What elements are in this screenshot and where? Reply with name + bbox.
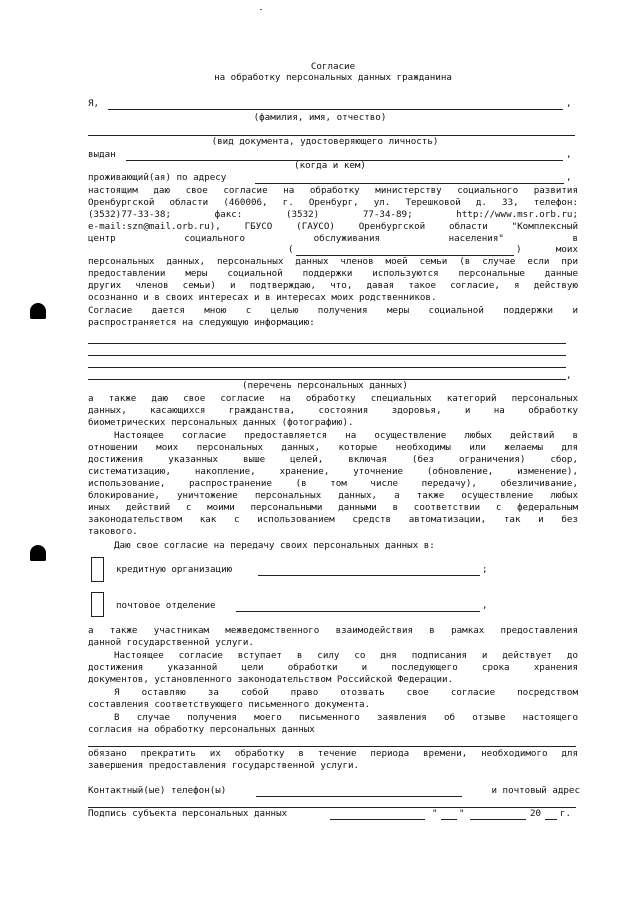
scan-speck [260, 9, 262, 10]
credit-org-label: кредитную организацию [116, 564, 233, 575]
fio-caption: (фамилия, имя, отчество) [253, 112, 387, 123]
binder-hole-bottom [30, 545, 46, 561]
obligation-line: обязано прекратить их обработку в течение периода времени, необходимого для [88, 748, 578, 759]
doc-title: Согласие [310, 61, 356, 72]
special-line: данных, касающихся гражданства, состояния здоровья, и на обработку [88, 405, 578, 416]
post-office-checkbox[interactable] [91, 592, 104, 617]
data-list-line-1[interactable] [88, 343, 566, 344]
address-label: и почтовый адрес [491, 785, 580, 796]
actions-line: блокирование, уничтожение персональных данных, а также осуществление любых [88, 490, 578, 501]
actions-line: законодательством как с использованием средств автоматизации, так и без [88, 514, 578, 525]
special-line: а также даю свое согласие на обработку специальных категорий персональных [88, 393, 578, 404]
actions-line: отношении моих персональных данных, которые необходимы или желаемы для [88, 442, 578, 453]
actions-line: такового. [88, 526, 138, 537]
label-ya: Я, [88, 98, 100, 109]
interagency-line: данной государственной услуги. [88, 637, 254, 648]
phone-field-line[interactable] [256, 796, 462, 797]
consent-line: осознанно и в своих интересах и в интересах моих родственников. [88, 292, 437, 303]
id-document-caption: (вид документа, удостоверяющего личность) [211, 136, 439, 147]
consent-line: моих [555, 244, 578, 255]
center-name-paren-open: ( [288, 244, 294, 255]
data-list-line-2[interactable] [88, 355, 566, 356]
validity-line: достижения указанной цели обработки и последующего срока хранения [88, 662, 578, 673]
data-list-comma: , [566, 370, 572, 381]
address-field-line[interactable] [255, 183, 564, 184]
post-office-end: , [482, 600, 488, 611]
interagency-line: а также участникам межведомственного взаимодействия в рамках предоставления [88, 625, 578, 636]
special-line: биометрических персональных данных (фотографию). [88, 417, 354, 428]
signature-field-line[interactable] [330, 819, 425, 820]
label-residing: проживающий(ая) по адресу [88, 172, 227, 183]
actions-line: иных действий с моими персональными данными в соответствии с федеральным [88, 502, 578, 513]
transfer-intro: Даю свое согласие на передачу своих персональных данных в: [114, 540, 435, 551]
actions-line: использование, распространение (в том числе передачу), обезличивание, [88, 478, 578, 489]
consent-line: настоящим даю свое согласие на обработку министерству социального развития [88, 185, 578, 196]
purpose-line: распространяется на следующую информацию: [88, 317, 315, 328]
actions-line: достижения указанных выше целей, включая (без ограничения) сбор, [88, 454, 578, 465]
fio-comma: , [566, 98, 572, 109]
date-quote-open: " [432, 808, 438, 819]
doc-subtitle: на обработку персональных данных гражданина [214, 72, 452, 83]
data-list-line-3[interactable] [88, 367, 566, 368]
consent-line: других членов семьи) и подтверждаю, что, давая такое согласие, я действую [88, 280, 578, 291]
consent-line: Оренбургской области (460006, г. Оренбург, ул. Терешковой д. 33, телефон: [88, 197, 578, 208]
signature-label: Подпись субъекта персональных данных [88, 808, 288, 819]
date-month-field-line[interactable] [470, 819, 526, 820]
credit-org-checkbox[interactable] [91, 557, 104, 582]
revoke-line: составления соответствующего письменного документа. [88, 699, 371, 710]
center-name-paren-close: ) [516, 244, 522, 255]
date-year-field-line[interactable] [545, 819, 557, 820]
address-comma: , [566, 172, 572, 183]
date-quote-close: " [459, 808, 465, 819]
consent-line: предоставлении меры социальной поддержки используются персональные данные [88, 268, 578, 279]
actions-line: систематизацию, накопление, хранение, уточнение (обновление, изменение), [88, 466, 578, 477]
consent-line: персональных данных, персональных данных членов моей семьи (в случае если при [88, 256, 578, 267]
date-day-field-line[interactable] [441, 819, 457, 820]
issued-caption: (когда и кем) [294, 160, 366, 171]
issued-comma: , [566, 149, 572, 160]
phone-label: Контактный(ые) телефон(ы) [88, 785, 227, 796]
date-year-suffix: г. [560, 808, 572, 819]
actions-line: Настоящее согласие предоставляется на осуществление любых действий в [114, 430, 578, 441]
binder-hole-top [30, 303, 46, 319]
post-office-label: почтовое отделение [116, 600, 216, 611]
operator-field-line[interactable] [88, 746, 576, 747]
credit-org-field-line[interactable] [258, 575, 480, 576]
validity-line: Настоящее согласие вступает в силу со дня подписания и действует до [114, 650, 578, 661]
revoke-line: Я оставляю за собой право отозвать свое согласие посредством [114, 687, 578, 698]
date-year-prefix: 20 [530, 808, 542, 819]
post-office-field-line[interactable] [236, 611, 480, 612]
validity-line: документов, установленного законодательством Российской Федерации. [88, 674, 454, 685]
withdrawal-line: согласия на обработку персональных данных [88, 724, 315, 735]
label-issued: выдан [88, 149, 116, 160]
obligation-line: завершения предоставления государственной услуги. [88, 760, 360, 771]
fio-field-line[interactable] [108, 109, 563, 110]
data-list-caption: (перечень персональных данных) [242, 380, 408, 391]
purpose-line: Согласие дается мною с целью получения меры социальной поддержки и [88, 305, 578, 316]
consent-line: e-mail:szn@mail.orb.ru), ГБУСО (ГАУСО) Оренбургской области "Комплексный [88, 221, 578, 232]
consent-line: центр социального обслуживания населения" в [88, 233, 578, 244]
withdrawal-line: В случае получения моего письменного заявления об отзыве настоящего [114, 712, 578, 723]
credit-org-end: ; [482, 564, 488, 575]
consent-line: (3532)77-33-38; факс: (3532) 77-34-89; http://www.msr.orb.ru; [88, 209, 578, 220]
